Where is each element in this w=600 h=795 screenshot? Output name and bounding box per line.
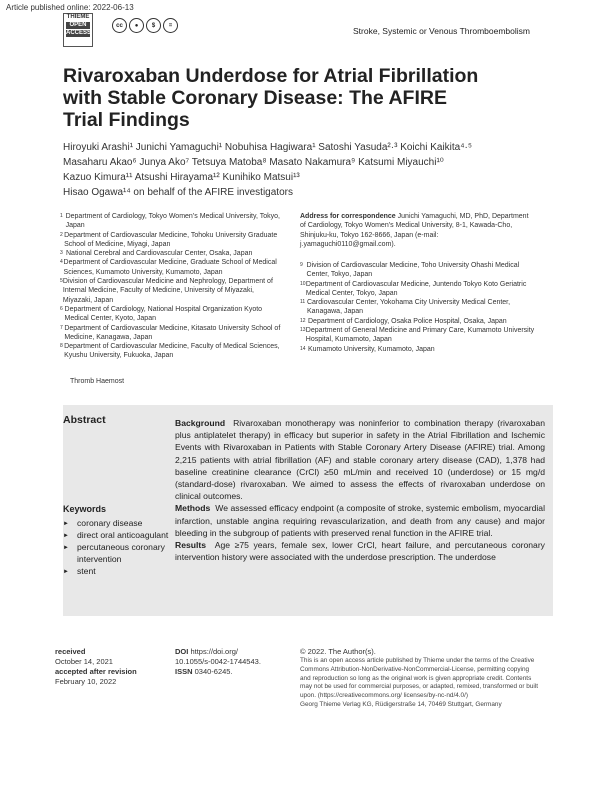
authors-line-2: Masaharu Akao⁶ Junya Ako⁷ Tetsuya Matoba⁸ Masato Nakamura⁹ Katsumi Miyauchi¹⁰ xyxy=(63,157,444,168)
issn-label: ISSN xyxy=(175,667,193,676)
article-title: Rivaroxaban Underdose for Atrial Fibrillation with Stable Coronary Disease: The AFIRE Trial Findings xyxy=(63,65,479,131)
doi-label: DOI xyxy=(175,647,189,656)
authors-line-1: Hiroyuki Arashi¹ Junichi Yamaguchi¹ Nobuhisa Hagiwara¹ Satoshi Yasuda²·³ Koichi Kaikita⁴·⁵ xyxy=(63,142,472,153)
affiliation: 8 Department of Cardiovascular Medicine, Faculty of Medical Sciences, Kyushu University, Fukuoka, Japan xyxy=(60,343,280,360)
affiliation: 10 Department of Cardiovascular Medicine, Juntendo Tokyo Koto Geriatric Medical Center, Tokyo, Japan xyxy=(300,280,527,297)
affiliation: 5 Division of Cardiovascular Medicine and Nephrology, Department of Internal Medicine, Faculty of Medicine, University of Miyazaki, Miyazaki, Japan xyxy=(60,278,273,304)
keyword-item: ► stent xyxy=(63,565,173,577)
background-label: Background xyxy=(175,418,226,428)
issn-value: 0340-6245. xyxy=(194,667,233,676)
affiliation: 13 Department of General Medicine and Primary Care, Kumamoto University Hospital, Kumamoto, Japan xyxy=(300,327,535,344)
affiliation: 3 National Cerebral and Cardiovascular Center, Osaka, Japan xyxy=(60,250,253,258)
license-block xyxy=(300,647,540,710)
keyword-item: ► coronary disease xyxy=(63,517,173,529)
nd-icon: = xyxy=(163,18,178,33)
affiliation: 14 Kumamoto University, Kumamoto, Japan xyxy=(300,345,435,353)
results-text: Age ≥75 years, female sex, lower CrCl, heart failure, and percutaneous coronary intervention history were associated with the underdose prescription. The underdose xyxy=(175,540,545,563)
abstract-text xyxy=(175,417,545,563)
keywords-list xyxy=(63,517,173,577)
section-label: Stroke, Systemic or Venous Thromboembolism xyxy=(353,26,530,36)
affiliations-right xyxy=(300,261,535,354)
logo-line-1: THIEME xyxy=(66,14,90,20)
doi-link[interactable]: https://doi.org/ 10.1055/s-0042-1744543. xyxy=(175,647,261,666)
correspondence-text: Junichi Yamaguchi, MD, PhD, Department of Cardiology, Tokyo Women’s Medical University, 8-1, Kawada-Cho, Shinjuku-ku, Tokyo 162-8666, Japan (e-mail: j.yamaguchi0110@gmail.com). xyxy=(300,213,529,248)
publisher-address: Georg Thieme Verlag KG, Rüdigerstraße 14, 70469 Stuttgart, Germany xyxy=(300,700,502,708)
results-label: Results xyxy=(175,540,207,551)
affiliation: 1 Department of Cardiology, Tokyo Women’s Medical University, Tokyo, Japan xyxy=(60,213,280,230)
affiliation: 12 Department of Cardiology, Osaka Police Hospital, Osaka, Japan xyxy=(300,317,507,325)
affiliation: 11 Cardiovascular Center, Yokohama City University Medical Center, Kanagawa, Japan xyxy=(300,299,511,316)
accepted-date: February 10, 2022 xyxy=(55,677,117,686)
received-date: October 14, 2021 xyxy=(55,657,113,666)
logo-line-3: ACCESS xyxy=(66,30,92,36)
affiliations-left xyxy=(60,212,285,361)
background-text: Rivaroxaban monotherapy was noninferior to combination therapy (rivaroxaban plus antiplatelet therapy) in efficacy but superior in safety in the Atrial Fibrillation and Ischemic Events with Rivaroxaban in Patients with Stable Coronary Artery Disease (AFIRE) trial. Among 2,215 patients with atrial fibrillation (AF) and stable coronary artery disease (CAD), 1,378 had baseline creatinine clearance (CrCl) ≥50 mL/min and received 10 (underdose) or 15 mg/d (standard-dose) rivaroxaban. We aimed to assess the effects of rivaroxaban underdose on clinical outcomes. xyxy=(175,418,545,502)
abstract-heading: Abstract xyxy=(63,414,106,426)
correspondence-label: Address for correspondence xyxy=(300,213,396,220)
methods-text: We assessed efficacy endpoint (a composite of stroke, systemic embolism, myocardial infarction, unstable angina requiring revascularization, and death from any cause) and major bleeding in the subgroup of patients with preserved renal function in the AFIRE trial. xyxy=(175,503,545,538)
license-text: This is an open access article published by Thieme under the terms of the Creative Commons Attribution-NonDerivative-NonCommercial-License, permitting copying and reproduction so long as the original work is given appropriate credit. Contents may not be used for commercial purposes, or adapted, remixed, transformed or built upon. (https://creativecommons.org/ licenses/by-nc-nd/4.0/) xyxy=(300,657,538,700)
article-dates xyxy=(55,647,165,687)
nc-icon: $ xyxy=(146,18,161,33)
published-date: Article published online: 2022-06-13 xyxy=(6,3,134,12)
thieme-open-access-logo xyxy=(63,13,93,47)
logo-line-2: OPEN xyxy=(66,22,90,29)
affiliation: 6 Department of Cardiology, National Hospital Organization Kyoto Medical Center, Kyoto, Japan xyxy=(60,305,263,323)
author-list xyxy=(63,140,553,200)
affiliation: 9 Division of Cardiovascular Medicine, Toho University Ohashi Medical Center, Tokyo, Japan xyxy=(300,262,520,279)
correspondence xyxy=(300,212,535,249)
by-icon: ● xyxy=(129,18,144,33)
cc-license-icons xyxy=(112,18,178,33)
affiliation: 7 Department of Cardiovascular Medicine, Kitasato University School of Medicine, Kanagawa, Japan xyxy=(60,324,281,341)
cc-icon: cc xyxy=(112,18,127,33)
received-label: received xyxy=(55,647,86,656)
methods-label: Methods xyxy=(175,503,211,514)
copyright: © 2022. The Author(s). xyxy=(300,647,376,656)
authors-line-3: Kazuo Kimura¹¹ Atsushi Hirayama¹² Kunihiko Matsui¹³ xyxy=(63,172,300,183)
doi-block xyxy=(175,647,275,677)
keywords-heading: Keywords xyxy=(63,504,107,514)
accepted-label: accepted after revision xyxy=(55,667,137,676)
affiliation: 2 Department of Cardiovascular Medicine, Tohoku University Graduate School of Medicine, Miyagi, Japan xyxy=(60,231,278,248)
journal-name: Thromb Haemost xyxy=(70,378,125,385)
authors-line-4: Hisao Ogawa¹⁴ on behalf of the AFIRE investigators xyxy=(63,187,293,198)
keyword-item: ► direct oral anticoagulant xyxy=(63,529,173,541)
keyword-item: ► percutaneous coronary intervention xyxy=(63,541,173,565)
affiliation: 4 Department of Cardiovascular Medicine, Graduate School of Medical Sciences, Kumamoto University, Kumamoto, Japan xyxy=(60,259,277,276)
